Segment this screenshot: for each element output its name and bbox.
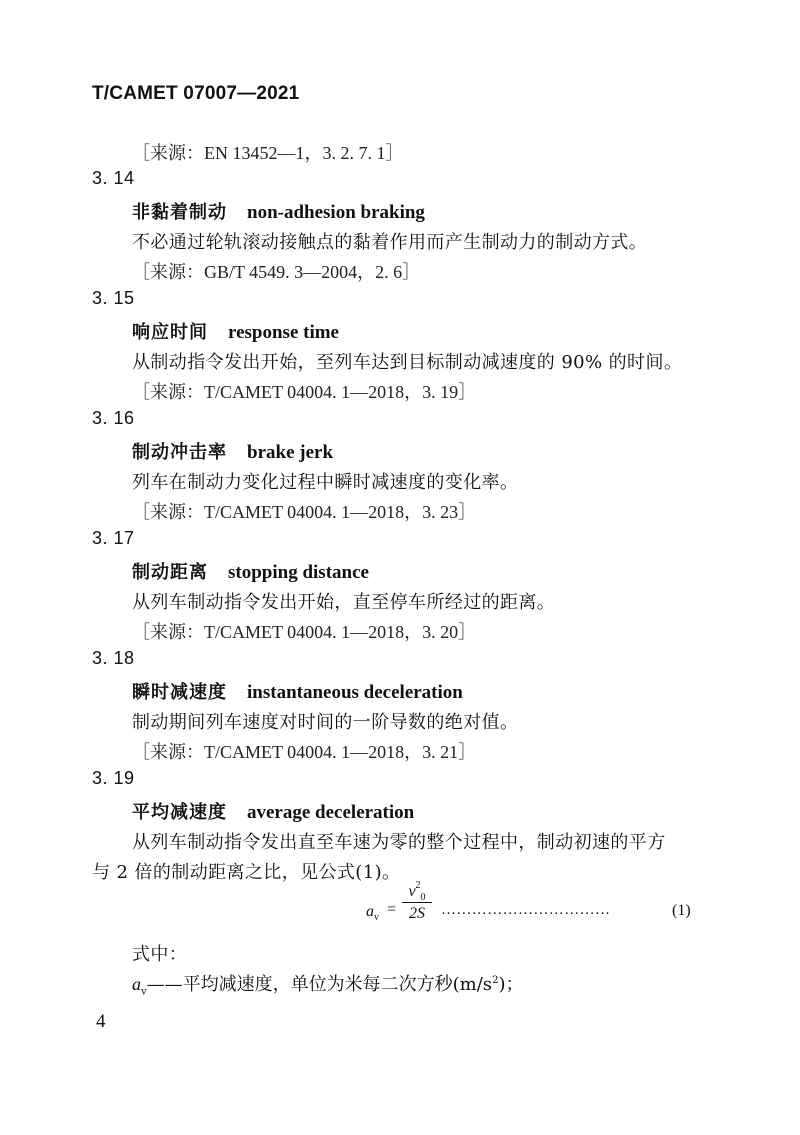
term-heading	[132, 198, 425, 224]
source-note: ［来源：T/CAMET 04004. 1—2018，3. 19］	[132, 382, 477, 402]
document-header-code: T/CAMET 07007—2021	[92, 83, 300, 104]
term-zh: 制动冲击率	[132, 442, 227, 463]
formula-numerator	[400, 880, 434, 902]
variable-text: ——平均减速度，单位为米每二次方秒(m/s	[146, 974, 493, 995]
term-definition-line: 从列车制动指令发出直至车速为零的整个过程中，制动初速的平方	[132, 832, 666, 853]
clause-number: 3. 19	[92, 768, 135, 788]
variable-symbol: a	[132, 974, 141, 994]
term-en: response time	[228, 322, 339, 343]
formula-leader-dots: ……………………………	[441, 902, 611, 918]
term-zh: 平均减速度	[132, 802, 227, 823]
clause-number: 3. 17	[92, 528, 135, 548]
source-note: ［来源：GB/T 4549. 3—2004，2. 6］	[132, 262, 421, 282]
term-en: brake jerk	[247, 442, 334, 463]
term-heading	[132, 558, 369, 584]
formula-num-var: v	[408, 883, 416, 900]
formula-lhs-sub: v	[374, 912, 379, 924]
variable-symbol-sub: v	[141, 986, 147, 998]
term-definition: 从制动指令发出开始，至列车达到目标制动减速度的 90% 的时间。	[132, 352, 683, 373]
variable-tail: )；	[498, 974, 524, 995]
formula-lhs	[366, 903, 379, 923]
formula-lhs-var: a	[366, 903, 374, 920]
term-en: stopping distance	[228, 562, 369, 583]
clause-number: 3. 15	[92, 288, 135, 308]
term-en: non-adhesion braking	[247, 202, 425, 223]
term-definition: 列车在制动力变化过程中瞬时减速度的变化率。	[132, 472, 519, 493]
page-number: 4	[96, 1011, 106, 1032]
term-heading	[132, 678, 463, 704]
term-en: average deceleration	[247, 802, 415, 823]
term-heading	[132, 798, 414, 824]
variable-unit-sup: 2	[492, 975, 499, 986]
term-zh: 制动距离	[132, 562, 208, 583]
term-heading	[132, 318, 339, 344]
term-definition: 不必通过轮轨滚动接触点的黏着作用而产生制动力的制动方式。	[132, 232, 648, 253]
clause-number: 3. 18	[92, 648, 135, 668]
source-note: ［来源：T/CAMET 04004. 1—2018，3. 23］	[132, 502, 477, 522]
source-note: ［来源：EN 13452—1，3. 2. 7. 1］	[132, 143, 404, 163]
term-definition: 从列车制动指令发出开始，直至停车所经过的距离。	[132, 592, 556, 613]
where-label: 式中：	[132, 944, 188, 965]
variable-definition	[132, 970, 523, 998]
formula-num-sub: 0	[420, 892, 426, 904]
term-en: instantaneous deceleration	[247, 682, 463, 703]
source-note: ［来源：T/CAMET 04004. 1—2018，3. 21］	[132, 742, 477, 762]
formula-number: (1)	[672, 902, 691, 919]
clause-number: 3. 16	[92, 408, 135, 428]
term-zh: 响应时间	[132, 322, 208, 343]
formula-num-sup: 2	[415, 880, 421, 891]
formula-equals: =	[387, 901, 397, 918]
formula-denominator: 2S	[409, 905, 425, 922]
source-note: ［来源：T/CAMET 04004. 1—2018，3. 20］	[132, 622, 477, 642]
term-definition: 制动期间列车速度对时间的一阶导数的绝对值。	[132, 712, 519, 733]
clause-number: 3. 14	[92, 168, 135, 188]
formula-fraction	[400, 880, 434, 923]
term-definition-line: 与 2 倍的制动距离之比，见公式(1)。	[92, 862, 401, 883]
term-zh: 瞬时减速度	[132, 682, 227, 703]
term-zh: 非黏着制动	[132, 202, 227, 223]
term-heading	[132, 438, 333, 464]
